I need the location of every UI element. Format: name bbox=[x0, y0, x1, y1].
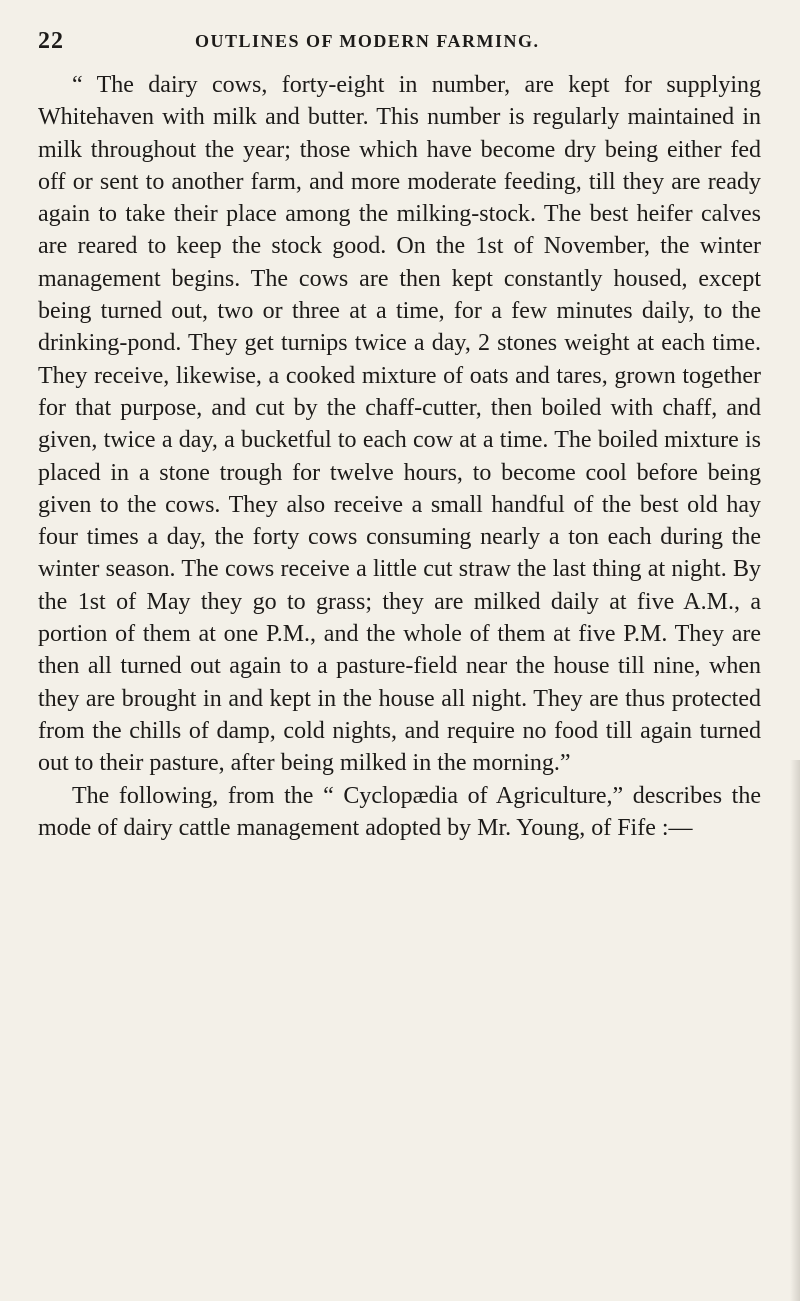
paragraph-quoted-dairy-management: “ The dairy cows, forty-eight in number, are kept for supplying Whitehaven with milk and butter. This number is regularly maintained in milk throughout the year; those which have become dry being either fed off or sent to another farm, and more moderate feeding, till they are ready again to take their place among the milking-stock. The best heifer calves are reared to keep the stock good. On the 1st of November, the winter management begins. The cows are then kept constantly housed, except being turned out, two or three at a time, for a few minutes daily, to the drinking-pond. They get turnips twice a day, 2 stones weight at each time. They receive, likewise, a cooked mixture of oats and tares, grown together for that purpose, and cut by the chaff-cutter, then boiled with chaff, and given, twice a day, a bucketful to each cow at a time. The boiled mixture is placed in a stone trough for twelve hours, to become cool before being given to the cows. They also receive a small handful of the best old hay four times a day, the forty cows consuming nearly a ton each during the winter season. The cows receive a little cut straw the last thing at night. By the 1st of May they go to grass; they are milked daily at five A.M., a portion of them at one P.M., and the whole of them at five P.M. They are then all turned out again to a pasture-field near the house till nine, when they are brought in and kept in the house all night. They are thus protected from the chills of damp, cold nights, and require no food till again turned out to their pasture, after being milked in the morning.” bbox=[38, 72, 761, 777]
page-number: 22 bbox=[38, 28, 64, 54]
page-edge-shadow bbox=[790, 760, 800, 1301]
body-text bbox=[38, 69, 761, 844]
paragraph-cyclopaedia-intro: The following, from the “ Cyclopædia of Agriculture,” describes the mode of dairy cattle management adopted by Mr. Young, of Fife :— bbox=[38, 782, 761, 841]
running-title: OUTLINES OF MODERN FARMING. bbox=[195, 31, 540, 51]
